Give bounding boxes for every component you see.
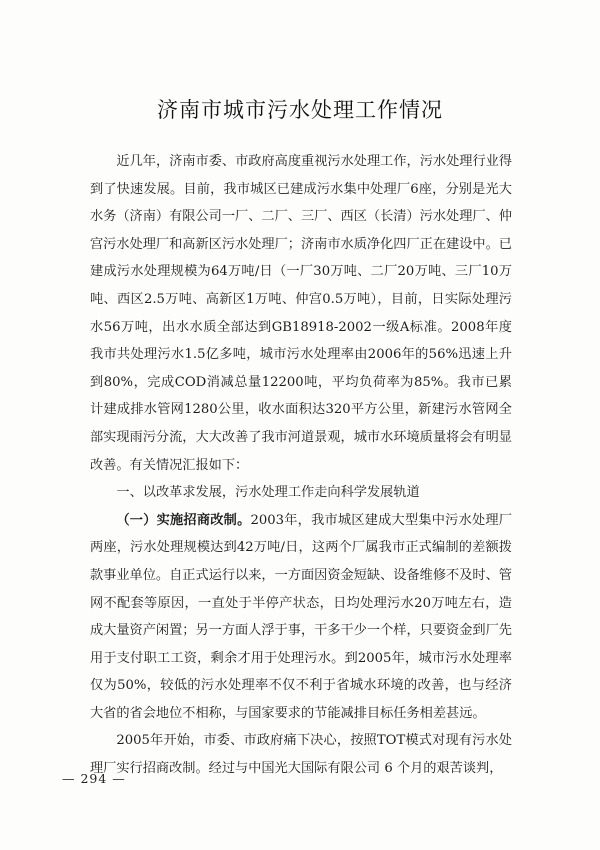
paragraph-2005: 2005年开始，市委、市政府痛下决心，按照TOT模式对现有污水处理厂实行招商改制。经过与中国光大国际有限公司 6 个月的艰苦谈判，: [90, 733, 512, 777]
subsection-lead: （一）实施招商改制。: [116, 512, 251, 528]
subsection-paragraph: [90, 507, 512, 728]
document-body: [90, 148, 512, 783]
page-number: — 294 —: [62, 771, 126, 786]
intro-paragraph: 近几年，济南市委、市政府高度重视污水处理工作，污水处理行业得到了快速发展。目前，我市城区已建成污水集中处理厂6座，分别是光大水务（济南）有限公司一厂、二厂、三厂、西区（长清）污水处理厂、仲宫污水处理厂和高新区污水处理厂；济南市水质净化四厂正在建设中。已建成污水处理规模为64万吨/日（一厂30万吨、二厂20万吨、三厂10万吨、西区2.5万吨、高新区1万吨、仲宫0.5万吨），目前，日实际处理污水56万吨，出水水质全部达到GB18918-2002一级A标准。2008年度我市共处理污水1.5亿多吨，城市污水处理率由2006年的56%迅速上升到80%，完成COD消减总量12200吨，平均负荷率为85%。我市已累计建成排水管网1280公里，收水面积达320平方公里，新建污水管网全部实现雨污分流，大大改善了我市河道景观，城市水环境质量将会有明显改善。有关情况汇报如下：: [90, 154, 513, 473]
document-title: 济南市城市污水处理工作情况: [157, 98, 443, 122]
subsection-text: 2003年，我市城区建成大型集中污水处理厂两座，污水处理规模达到42万吨/日，这两个厂属我市正式编制的差额拨款事业单位。自正式运行以来，一方面因资金短缺、设备维修不及时、管网不配套等原因，一直处于半停产状态，日均处理污水20万吨左右，造成大量资产闲置；另一方面人浮于事，干多干少一个样，只要资金到厂先用于支付职工工资，剩余才用于处理污水。到2005年，城市污水处理率仅为50%，较低的污水处理率不仅不利于省城水环境的改善，也与经济大省的省会地位不相称，与国家要求的节能减排目标任务相差甚远。: [90, 512, 512, 721]
section-heading: 一、以改革求发展，污水处理工作走向科学发展轨道: [116, 485, 420, 501]
